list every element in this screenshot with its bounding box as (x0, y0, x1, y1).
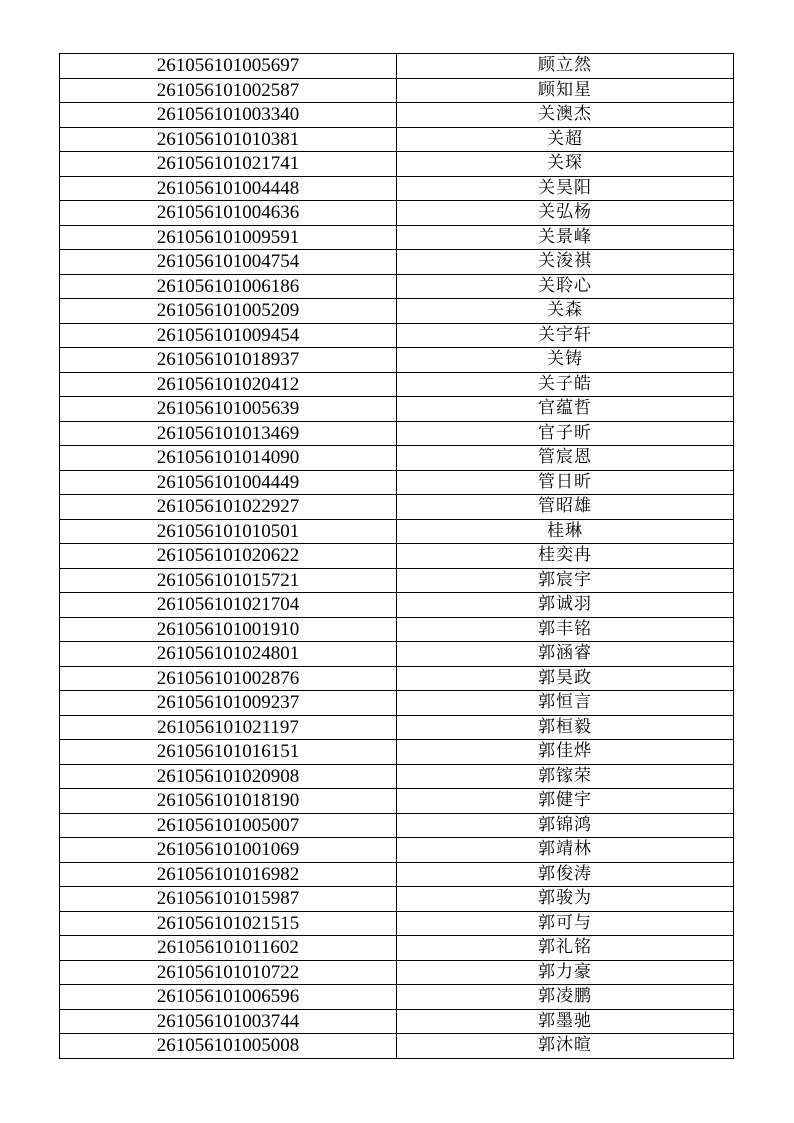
table-row (60, 519, 734, 544)
table-row (60, 764, 734, 789)
candidate-id-cell: 261056101016151 (60, 740, 397, 765)
candidate-name-cell: 郭靖林 (397, 838, 734, 863)
table-row (60, 985, 734, 1010)
candidate-id-cell: 261056101016982 (60, 862, 397, 887)
candidate-id-cell: 261056101021515 (60, 911, 397, 936)
table-row (60, 691, 734, 716)
table-row (60, 617, 734, 642)
candidate-id-cell: 261056101020622 (60, 544, 397, 569)
table-row (60, 54, 734, 79)
candidate-id-cell: 261056101009237 (60, 691, 397, 716)
table-row (60, 1034, 734, 1059)
candidate-id-cell: 261056101020908 (60, 764, 397, 789)
table-row (60, 201, 734, 226)
candidate-id-cell: 261056101018937 (60, 348, 397, 373)
candidate-name-cell: 官子昕 (397, 421, 734, 446)
candidate-name-cell: 郭涵睿 (397, 642, 734, 667)
candidate-id-cell: 261056101015987 (60, 887, 397, 912)
candidate-id-cell: 261056101005639 (60, 397, 397, 422)
candidate-id-cell: 261056101004448 (60, 176, 397, 201)
table-row (60, 887, 734, 912)
candidate-id-cell: 261056101005008 (60, 1034, 397, 1059)
candidate-id-cell: 261056101020412 (60, 372, 397, 397)
candidate-id-cell: 261056101021741 (60, 152, 397, 177)
table-row (60, 274, 734, 299)
candidate-name-cell: 郭礼铭 (397, 936, 734, 961)
candidate-id-cell: 261056101004449 (60, 470, 397, 495)
candidate-id-cell: 261056101006596 (60, 985, 397, 1010)
candidate-name-cell: 关子皓 (397, 372, 734, 397)
candidate-name-cell: 关铸 (397, 348, 734, 373)
table-row (60, 593, 734, 618)
table-row (60, 323, 734, 348)
candidate-name-cell: 关森 (397, 299, 734, 324)
candidate-id-cell: 261056101009591 (60, 225, 397, 250)
table-row (60, 936, 734, 961)
table-row (60, 544, 734, 569)
candidate-id-cell: 261056101005209 (60, 299, 397, 324)
candidate-name-cell: 郭可与 (397, 911, 734, 936)
candidate-id-cell: 261056101013469 (60, 421, 397, 446)
candidate-id-cell: 261056101003744 (60, 1009, 397, 1034)
candidate-name-cell: 郭健宇 (397, 789, 734, 814)
candidate-name-cell: 关琛 (397, 152, 734, 177)
table-row (60, 127, 734, 152)
candidate-name-cell: 郭力豪 (397, 960, 734, 985)
candidate-id-cell: 261056101010381 (60, 127, 397, 152)
candidate-name-cell: 郭昊政 (397, 666, 734, 691)
table-row (60, 176, 734, 201)
candidate-id-cell: 261056101006186 (60, 274, 397, 299)
table-row (60, 103, 734, 128)
candidate-name-cell: 顾立然 (397, 54, 734, 79)
table-row (60, 421, 734, 446)
candidate-id-cell: 261056101002876 (60, 666, 397, 691)
candidate-name-cell: 郭凌鹏 (397, 985, 734, 1010)
table-row (60, 568, 734, 593)
candidate-id-cell: 261056101022927 (60, 495, 397, 520)
table-row (60, 862, 734, 887)
candidate-id-cell: 261056101014090 (60, 446, 397, 471)
candidate-name-cell: 关聆心 (397, 274, 734, 299)
candidate-id-cell: 261056101005007 (60, 813, 397, 838)
candidate-name-cell: 郭镓荣 (397, 764, 734, 789)
table-row (60, 397, 734, 422)
table-row (60, 960, 734, 985)
candidate-name-cell: 关昊阳 (397, 176, 734, 201)
candidate-name-cell: 郭丰铭 (397, 617, 734, 642)
candidate-name-cell: 郭俊涛 (397, 862, 734, 887)
table-row (60, 666, 734, 691)
table-row (60, 715, 734, 740)
candidate-name-cell: 郭骏为 (397, 887, 734, 912)
table-row (60, 740, 734, 765)
candidate-name-cell: 关浚祺 (397, 250, 734, 275)
roster-table-body (60, 54, 734, 1059)
candidate-id-cell: 261056101003340 (60, 103, 397, 128)
candidate-id-cell: 261056101021197 (60, 715, 397, 740)
candidate-id-cell: 261056101001069 (60, 838, 397, 863)
candidate-name-cell: 管昭雄 (397, 495, 734, 520)
candidate-id-cell: 261056101011602 (60, 936, 397, 961)
table-row (60, 372, 734, 397)
candidate-id-cell: 261056101002587 (60, 78, 397, 103)
table-row (60, 838, 734, 863)
table-row (60, 642, 734, 667)
candidate-name-cell: 关超 (397, 127, 734, 152)
table-row (60, 813, 734, 838)
candidate-id-cell: 261056101004636 (60, 201, 397, 226)
candidate-name-cell: 关弘杨 (397, 201, 734, 226)
candidate-name-cell: 郭恒言 (397, 691, 734, 716)
candidate-id-cell: 261056101010722 (60, 960, 397, 985)
candidate-name-cell: 桂琳 (397, 519, 734, 544)
table-row (60, 789, 734, 814)
roster-table (59, 53, 734, 1059)
candidate-id-cell: 261056101015721 (60, 568, 397, 593)
candidate-name-cell: 郭桓毅 (397, 715, 734, 740)
table-row (60, 1009, 734, 1034)
candidate-name-cell: 关景峰 (397, 225, 734, 250)
table-row (60, 911, 734, 936)
table-row (60, 225, 734, 250)
candidate-id-cell: 261056101010501 (60, 519, 397, 544)
table-row (60, 152, 734, 177)
table-row (60, 470, 734, 495)
candidate-name-cell: 桂奕冉 (397, 544, 734, 569)
candidate-id-cell: 261056101021704 (60, 593, 397, 618)
table-row (60, 299, 734, 324)
candidate-id-cell: 261056101001910 (60, 617, 397, 642)
candidate-name-cell: 郭佳烨 (397, 740, 734, 765)
table-row (60, 446, 734, 471)
candidate-name-cell: 关宇轩 (397, 323, 734, 348)
table-row (60, 250, 734, 275)
table-row (60, 78, 734, 103)
candidate-name-cell: 管宸恩 (397, 446, 734, 471)
candidate-id-cell: 261056101004754 (60, 250, 397, 275)
candidate-name-cell: 郭锦鸿 (397, 813, 734, 838)
candidate-id-cell: 261056101024801 (60, 642, 397, 667)
candidate-name-cell: 管日昕 (397, 470, 734, 495)
candidate-id-cell: 261056101005697 (60, 54, 397, 79)
candidate-id-cell: 261056101009454 (60, 323, 397, 348)
candidate-name-cell: 官蕴哲 (397, 397, 734, 422)
candidate-name-cell: 郭宸宇 (397, 568, 734, 593)
candidate-name-cell: 顾知星 (397, 78, 734, 103)
candidate-name-cell: 郭墨驰 (397, 1009, 734, 1034)
table-row (60, 495, 734, 520)
candidate-name-cell: 郭诚羽 (397, 593, 734, 618)
candidate-name-cell: 郭沐暄 (397, 1034, 734, 1059)
table-row (60, 348, 734, 373)
candidate-id-cell: 261056101018190 (60, 789, 397, 814)
candidate-name-cell: 关澳杰 (397, 103, 734, 128)
